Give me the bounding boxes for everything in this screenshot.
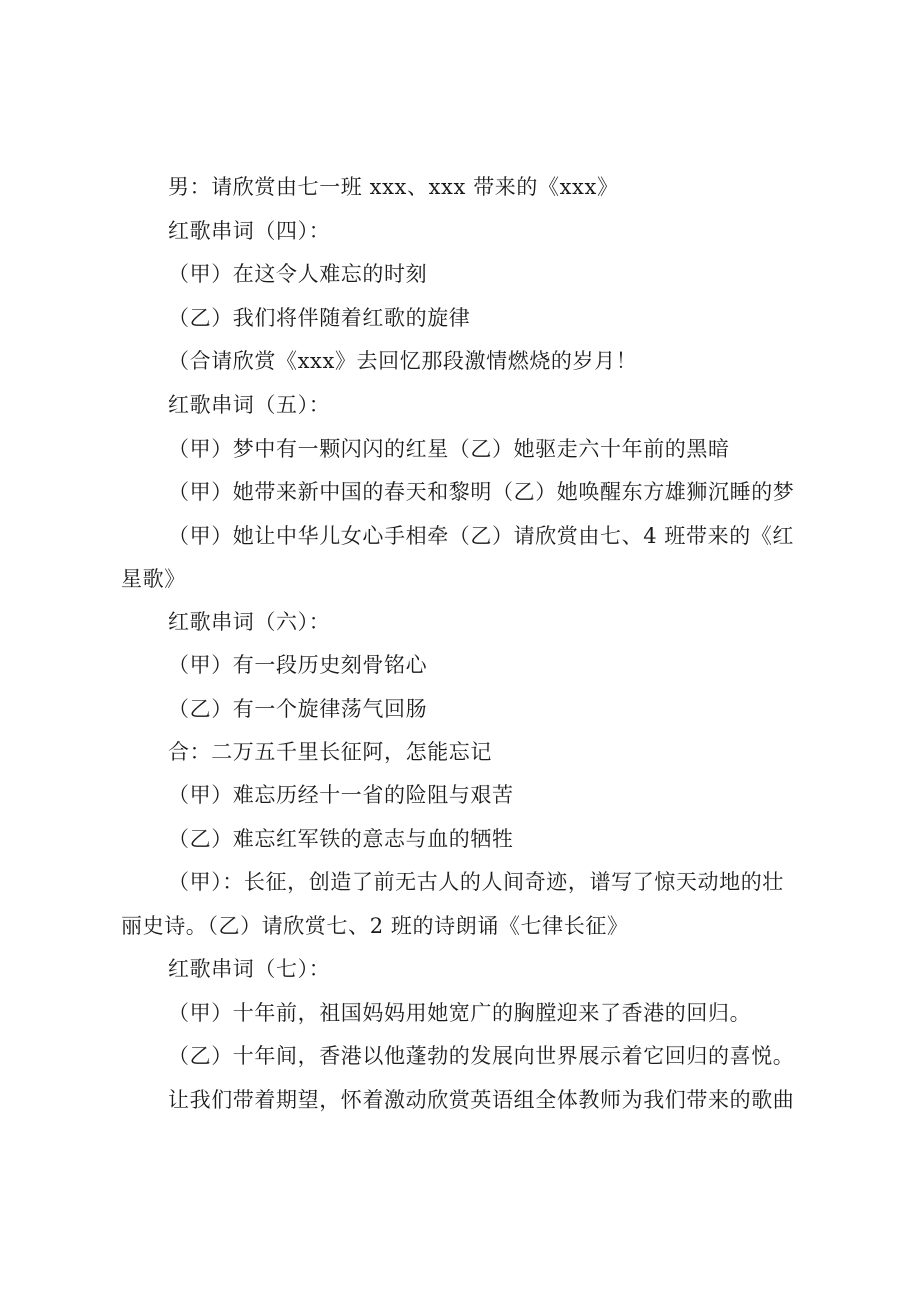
text-line: （甲）：长征，创造了前无古人的人间奇迹，谱写了惊天动地的壮 (168, 870, 784, 894)
section-heading: 红歌串词（五）： (168, 393, 331, 417)
text-line: 丽史诗。（乙）请欣赏七、2 班的诗朗诵《七律长征》 (121, 914, 629, 938)
text-line: （乙）我们将伴随着红歌的旋律 (168, 306, 471, 330)
text-line: （乙）难忘红军铁的意志与血的牺牲 (168, 827, 514, 851)
text-line: （合请欣赏《xxx》去回忆那段激情燃烧的岁月！ (168, 349, 638, 373)
text-line: 合：二万五千里长征阿，怎能忘记 (168, 740, 492, 764)
text-line: （乙）有一个旋律荡气回肠 (168, 697, 428, 721)
text-line: 星歌》 (121, 567, 186, 591)
text-line: （甲）她带来新中国的春天和黎明（乙）她唤醒东方雄狮沉睡的梦 (168, 480, 795, 504)
text-line: （甲）梦中有一颗闪闪的红星（乙）她驱走六十年前的黑暗 (168, 437, 730, 461)
section-heading: 红歌串词（七）： (168, 957, 331, 981)
section-heading: 红歌串词（四）： (168, 219, 331, 243)
text-line: 让我们带着期望，怀着激动欣赏英语组全体教师为我们带来的歌曲 (168, 1088, 795, 1112)
text-line: （乙）十年间，香港以他蓬勃的发展向世界展示着它回归的喜悦。 (168, 1044, 795, 1068)
text-line: （甲）她让中华儿女心手相牵（乙）请欣赏由七、4 班带来的《红 (168, 524, 795, 548)
text-line: （甲）难忘历经十一省的险阻与艰苦 (168, 783, 514, 807)
text-line: 男：请欣赏由七一班 xxx、xxx 带来的《xxx》 (168, 175, 619, 199)
text-line: （甲）有一段历史刻骨铭心 (168, 653, 428, 677)
section-heading: 红歌串词（六）： (168, 610, 331, 634)
text-line: （甲）在这令人难忘的时刻 (168, 262, 428, 286)
text-line: （甲）十年前，祖国妈妈用她宽广的胸膛迎来了香港的回归。 (168, 1001, 752, 1025)
